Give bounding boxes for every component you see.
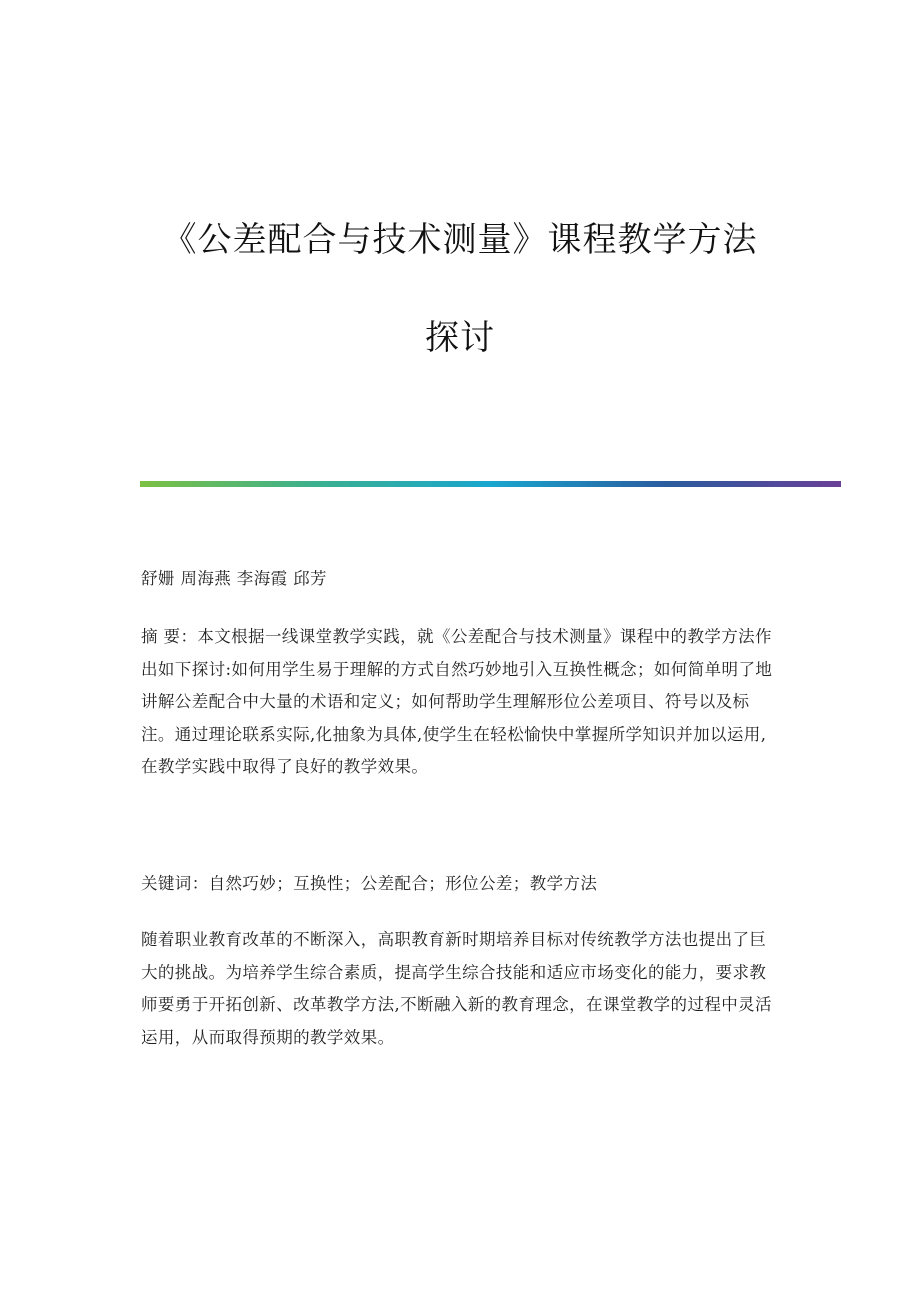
authors: 舒姗 周海燕 李海霞 邱芳 (141, 569, 327, 588)
gradient-divider (140, 481, 841, 487)
document-title-line-1: 《公差配合与技术测量》课程教学方法 (162, 220, 758, 260)
abstract: 摘 要：本文根据一线课堂教学实践，就《公差配合与技术测量》课程中的教学方法作出如下探讨:如何用学生易于理解的方式自然巧妙地引入互换性概念；如何简单明了地讲解公差配合中大量的术语和定义；如何帮助学生理解形位公差项目、符号以及标注。通过理论联系实际,化抽象为具体,使学生在轻松愉快中掌握所学知识并加以运用,在教学实践中取得了良好的教学效果。 (141, 627, 773, 776)
body-paragraph: 随着职业教育改革的不断深入，高职教育新时期培养目标对传统教学方法也提出了巨大的挑战。为培养学生综合素质，提高学生综合技能和适应市场变化的能力，要求教师要勇于开拓创新、改革教学方法,不断融入新的教育理念，在课堂教学的过程中灵活运用，从而取得预期的教学效果。 (141, 930, 772, 1047)
document-title-line-2: 探讨 (425, 318, 495, 358)
keywords: 关键词：自然巧妙；互换性；公差配合；形位公差；教学方法 (141, 874, 598, 893)
